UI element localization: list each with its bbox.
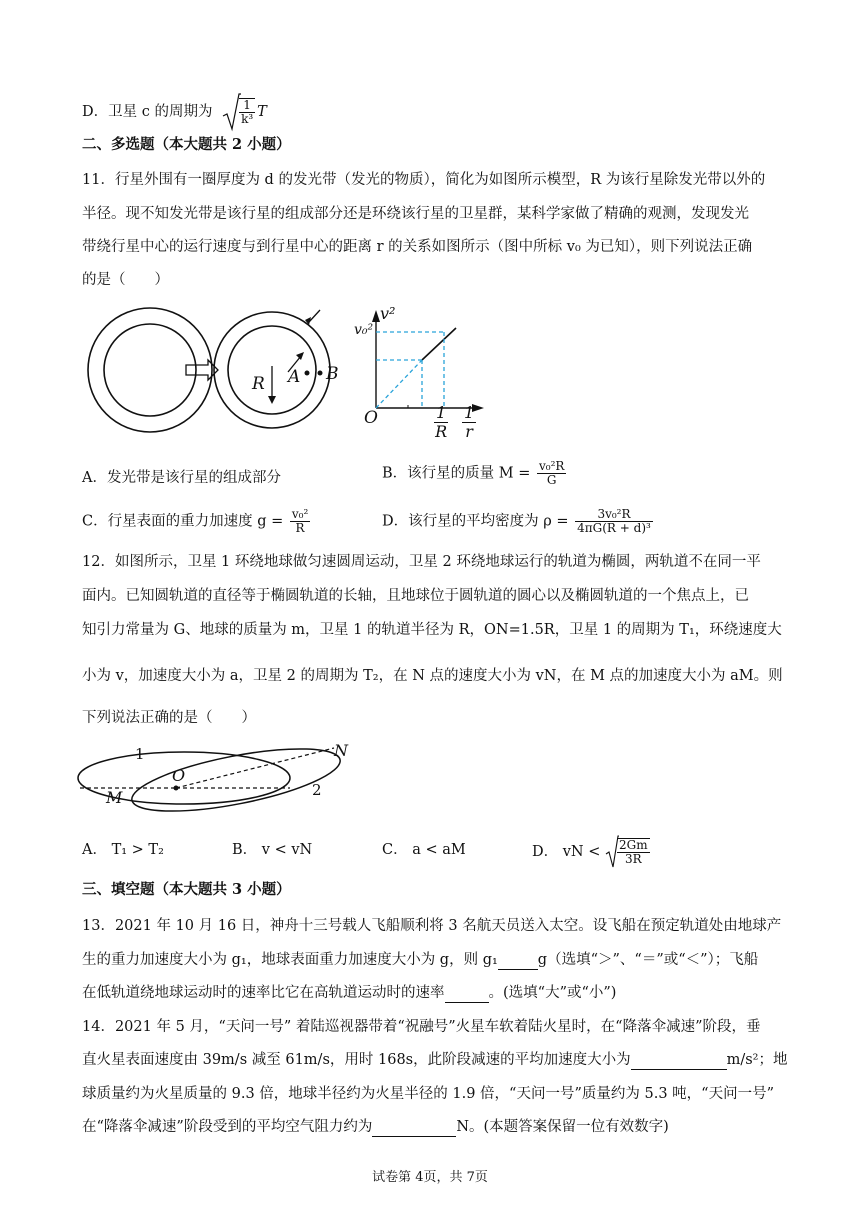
label-point-N: N bbox=[334, 741, 348, 760]
q11-option-a: A．发光带是该行星的组成部分 bbox=[82, 470, 281, 486]
q12-d-den: 3R bbox=[624, 852, 642, 866]
label-orbit-2: 2 bbox=[312, 781, 322, 799]
q14-stem-2a: 直火星表面速度由 39m/s 减至 61m/s，用时 168s，此阶段减速的平均加速度大小为 bbox=[82, 1052, 631, 1068]
sqrt-sign bbox=[221, 92, 241, 132]
q11-planet-figure bbox=[80, 300, 350, 440]
label-one-over-r bbox=[462, 404, 476, 441]
q12-d-num: 2Gm bbox=[618, 838, 648, 852]
q11-option-d-label: D．该行星的平均密度为 ρ = bbox=[382, 513, 569, 530]
q12-stem-4: 小为 v，加速度大小为 a，卫星 2 的周期为 T₂，在 N 点的速度大小为 vN，在 M 点的加速度大小为 aM。则 bbox=[82, 668, 783, 684]
q11-stem-1: 11．行星外围有一圈厚度为 d 的发光带（发光的物质），简化为如图所示模型，R 为该行星除发光带以外的 bbox=[82, 172, 766, 188]
q14-stem-1: 14．2021 年 5 月，“天问一号” 着陆巡视器带着“祝融号”火星车软着陆火星时，在“降落伞减速”阶段，垂 bbox=[82, 1019, 761, 1035]
q11-c-den: R bbox=[295, 521, 305, 535]
q13-stem-2 bbox=[82, 950, 758, 970]
q10-option-d-label: D．卫星 c 的周期为 bbox=[82, 104, 213, 120]
q14-stem-4b: N。(本题答案保留一位有效数字) bbox=[456, 1119, 669, 1135]
q13-blank-1[interactable] bbox=[498, 953, 538, 970]
frac-num: 1 bbox=[239, 99, 255, 113]
q11-option-b bbox=[382, 460, 568, 487]
q13-blank-2[interactable] bbox=[445, 986, 489, 1003]
q12-stem-3: 知引力常量为 G、地球的质量为 m，卫星 1 的轨道半径为 R，ON=1.5R，卫星 1 的周期为 T₁，环绕速度大 bbox=[82, 622, 782, 638]
q12-stem-2: 面内。已知圆轨道的直径等于椭圆轨道的长轴，且地球位于圆轨道的圆心以及椭圆轨道的一个焦点上，已 bbox=[82, 588, 749, 604]
label-orbit-1: 1 bbox=[135, 745, 145, 763]
q13-stem-2a: 生的重力加速度大小为 g₁，地球表面重力加速度大小为 g，则 g₁ bbox=[82, 952, 498, 968]
label-v0-squared: v₀² bbox=[354, 322, 374, 338]
q12-option-c: C． a < aM bbox=[382, 842, 466, 858]
q11-option-c-label: C．行星表面的重力加速度 g = bbox=[82, 513, 284, 530]
section-2-heading: 二、多选题（本大题共 2 小题） bbox=[82, 136, 291, 153]
q12-stem-1: 12．如图所示，卫星 1 环绕地球做匀速圆周运动，卫星 2 环绕地球运行的轨道为椭圆，两轨道不在同一平 bbox=[82, 554, 761, 570]
q14-stem-4 bbox=[82, 1117, 669, 1137]
q11-d-num: 3v₀²R bbox=[575, 508, 653, 522]
label-B: B bbox=[326, 364, 339, 384]
q13-stem-3 bbox=[82, 983, 616, 1003]
one-over-r-den: r bbox=[465, 422, 473, 441]
q13-stem-2b: g（选填“＞”、“＝”或“＜”）；飞船 bbox=[537, 952, 759, 968]
label-point-M: M bbox=[106, 788, 123, 807]
label-R: R bbox=[252, 374, 265, 394]
label-v2: v² bbox=[380, 304, 396, 323]
q14-stem-2b: m/s²；地 bbox=[726, 1052, 788, 1068]
q11-b-num: v₀²R bbox=[538, 459, 565, 473]
q11-stem-4: 的是（ ） bbox=[82, 272, 169, 288]
q14-stem-4a: 在“降落伞减速”阶段受到的平均空气阻力约为 bbox=[82, 1119, 373, 1135]
label-A: A bbox=[288, 367, 301, 387]
q11-option-c bbox=[82, 508, 312, 535]
period-symbol: T bbox=[257, 104, 267, 120]
label-center-O: O bbox=[172, 766, 186, 785]
q11-option-d bbox=[382, 508, 655, 535]
q11-stem-2: 半径。现不知发光带是该行星的组成部分还是环绕该行星的卫星群，某科学家做了精确的观测，发现发光 bbox=[82, 206, 749, 222]
q10-option-d bbox=[82, 92, 267, 132]
q14-blank-2[interactable] bbox=[372, 1120, 456, 1137]
q12-option-d bbox=[532, 834, 652, 870]
q14-blank-1[interactable] bbox=[631, 1053, 727, 1070]
q11-option-b-label: B．该行星的质量 M = bbox=[382, 465, 531, 482]
q11-b-den: G bbox=[546, 473, 557, 487]
one-over-r-num: 1 bbox=[464, 403, 475, 422]
q11-c-num: v₀² bbox=[291, 507, 309, 521]
q13-stem-3b: 。(选填“大”或“小”) bbox=[488, 985, 617, 1001]
q12-stem-5: 下列说法正确的是（ ） bbox=[82, 710, 256, 726]
label-one-over-R bbox=[434, 404, 448, 441]
one-over-R-num: 1 bbox=[436, 403, 447, 422]
q14-stem-2 bbox=[82, 1050, 788, 1070]
label-origin-O: O bbox=[364, 408, 378, 428]
q12-option-a: A． T₁ > T₂ bbox=[82, 842, 164, 858]
page-footer: 试卷第 4页，共 7页 bbox=[372, 1170, 488, 1185]
frac-den: k³ bbox=[241, 112, 254, 126]
q13-stem-3a: 在低轨道绕地球运动时的速率比它在高轨道运动时的速率 bbox=[82, 985, 445, 1001]
q14-stem-3: 球质量约为火星质量的 9.3 倍，地球半径约为火星半径的 1.9 倍，“天问一号”质量约为 5.3 吨，“天问一号” bbox=[82, 1086, 774, 1102]
q11-stem-3: 带绕行星中心的运行速度与到行星中心的距离 r 的关系如图所示（图中所标 v₀ 为已知），则下列说法正确 bbox=[82, 239, 753, 255]
q12-option-b: B． v < vN bbox=[232, 842, 313, 858]
q12-option-d-label: D． vN < bbox=[532, 844, 601, 860]
q11-d-den: 4πG(R + d)³ bbox=[577, 521, 651, 535]
one-over-R-den: R bbox=[435, 422, 448, 441]
q13-stem-1: 13．2021 年 10 月 16 日，神舟十三号载人飞船顺利将 3 名航天员送入太空。设飞船在预定轨道处由地球产 bbox=[82, 918, 782, 934]
sqrt-expression bbox=[221, 92, 257, 132]
section-3-heading: 三、填空题（本大题共 3 小题） bbox=[82, 881, 291, 898]
